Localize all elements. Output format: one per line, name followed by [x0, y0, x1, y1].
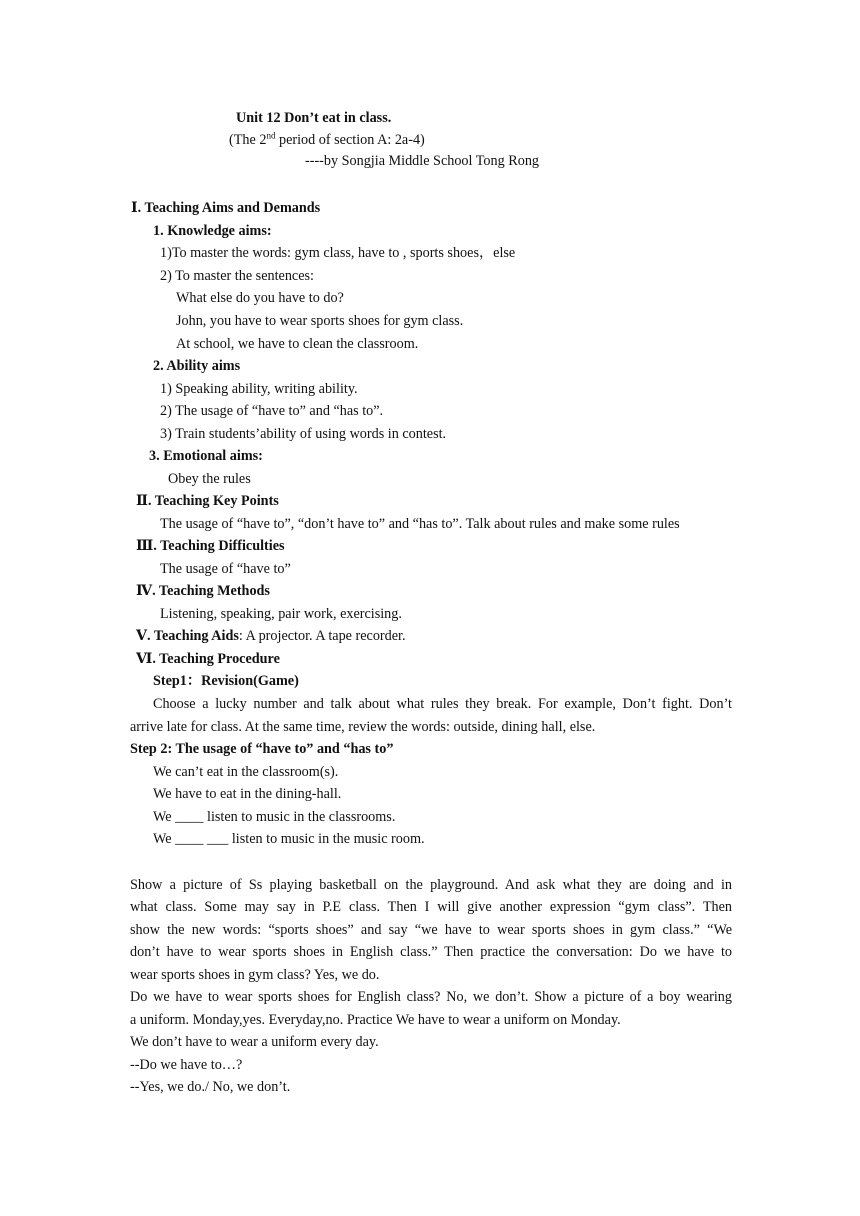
example-1: We can’t eat in the classroom(s).	[153, 764, 339, 780]
key-points-text: The usage of “have to”, “don’t have to” and “has to”. Talk about rules and make some rules	[160, 516, 680, 532]
body-line-4: don’t have to wear sports shoes in English class.” Then practice the conversation: Do we have to	[130, 944, 732, 960]
period-line	[229, 131, 425, 149]
body-line-7: a uniform. Monday,yes. Everyday,no. Practice We have to wear a uniform on Monday.	[130, 1012, 621, 1028]
example-3: We ____ listen to music in the classrooms.	[153, 809, 396, 825]
difficulties-text: The usage of “have to”	[160, 561, 291, 577]
methods-text: Listening, speaking, pair work, exercising.	[160, 606, 402, 622]
step1-text-line-2: arrive late for class. At the same time, review the words: outside, dining hall, else.	[130, 719, 596, 735]
section-heading-aims: Ⅰ. Teaching Aims and Demands	[131, 200, 321, 216]
step2-heading: Step 2: The usage of “have to” and “has to”	[130, 741, 394, 757]
example-2: We have to eat in the dining-hall.	[153, 786, 342, 802]
knowledge-item-2: 2) To master the sentences:	[160, 268, 314, 284]
sentence-2: John, you have to wear sports shoes for gym class.	[176, 313, 464, 329]
example-4: We ____ ___ listen to music in the music room.	[153, 831, 425, 847]
section-heading-key-points: Ⅱ. Teaching Key Points	[136, 493, 279, 509]
body-line-1: Show a picture of Ss playing basketball on the playground. And ask what they are doing and in	[130, 877, 732, 893]
ability-item-1: 1) Speaking ability, writing ability.	[160, 381, 358, 397]
aids-text: : A projector. A tape recorder.	[238, 628, 406, 644]
body-line-10: --Yes, we do./ No, we don’t.	[130, 1079, 291, 1095]
ability-aims-heading: 2. Ability aims	[153, 358, 241, 374]
step1-heading: Step1：Revision(Game)	[153, 673, 299, 689]
ability-item-2: 2) The usage of “have to” and “has to”.	[160, 403, 384, 419]
section-heading-aids: Ⅴ. Teaching Aids	[136, 628, 239, 644]
emotional-item-1: Obey the rules	[168, 471, 251, 487]
step1-text-line-1: Choose a lucky number and talk about what rules they break. For example, Don’t fight. Don’t	[153, 696, 732, 712]
body-line-5: wear sports shoes in gym class? Yes, we do.	[130, 967, 380, 983]
sentence-3: At school, we have to clean the classroom.	[176, 336, 419, 352]
body-line-6: Do we have to wear sports shoes for English class? No, we don’t. Show a picture of a boy wearing	[130, 989, 732, 1005]
body-line-8: We don’t have to wear a uniform every day.	[130, 1034, 379, 1050]
section-heading-methods: Ⅳ. Teaching Methods	[136, 583, 270, 599]
ability-item-3: 3) Train students’ability of using words in contest.	[160, 426, 447, 442]
aids-line	[136, 627, 406, 645]
body-line-2: what class. Some may say in P.E class. Then I will give another expression “gym class”. Then	[130, 899, 732, 915]
section-heading-difficulties: Ⅲ. Teaching Difficulties	[136, 538, 285, 554]
period-superscript: nd	[266, 130, 276, 141]
sentence-1: What else do you have to do?	[176, 290, 344, 306]
author-line: ----by Songjia Middle School Tong Rong	[305, 153, 540, 169]
period-suffix: period of section A: 2a-4)	[275, 132, 425, 148]
lesson-title: Unit 12 Don’t eat in class.	[236, 110, 392, 126]
body-line-3: show the new words: “sports shoes” and say “we have to wear sports shoes in gym class.” “We	[130, 922, 732, 938]
period-prefix: (The 2	[229, 132, 267, 148]
section-heading-procedure: Ⅵ. Teaching Procedure	[136, 651, 280, 667]
knowledge-aims-heading: 1. Knowledge aims:	[153, 223, 272, 239]
emotional-aims-heading: 3. Emotional aims:	[149, 448, 263, 464]
knowledge-item-1: 1)To master the words: gym class, have to , sports shoes，else	[160, 245, 516, 261]
body-line-9: --Do we have to…?	[130, 1057, 243, 1073]
